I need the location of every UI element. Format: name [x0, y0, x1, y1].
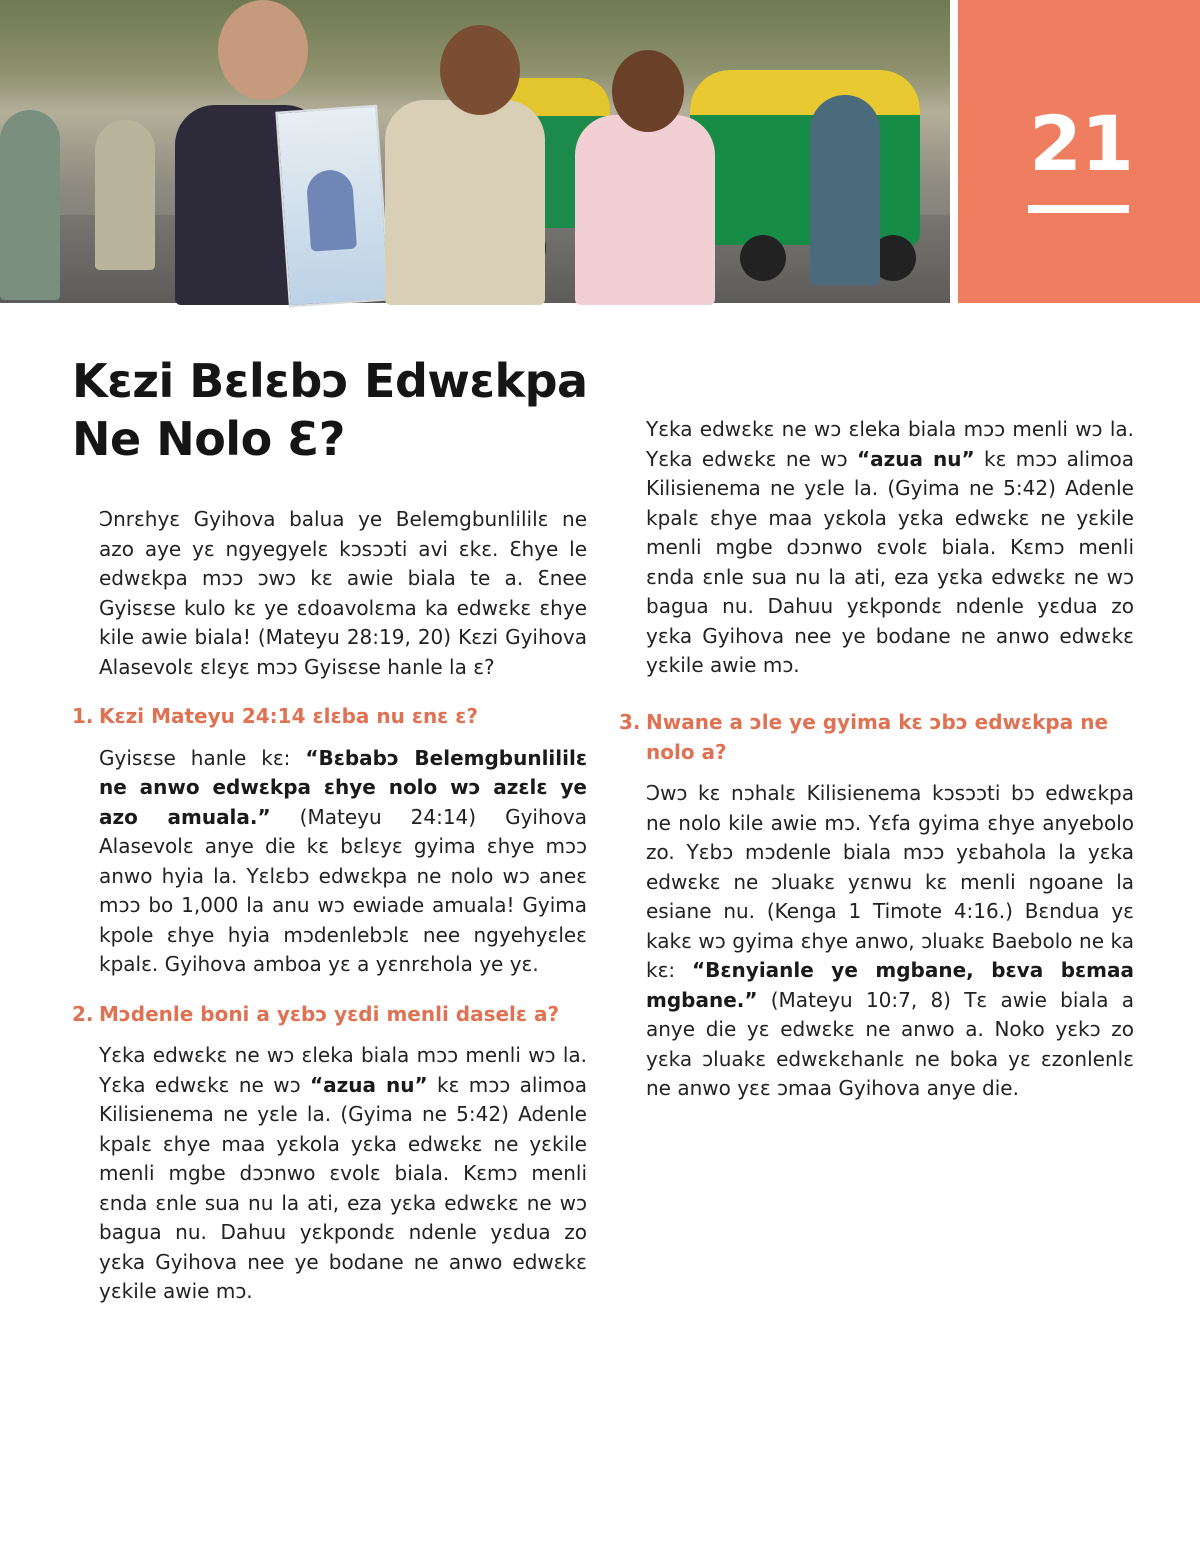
- question-number: 2.: [72, 1001, 94, 1026]
- answer-paragraph-2-continued: [646, 417, 1134, 682]
- answer-text: Yɛka edwɛkɛ ne wɔ ɛleka biala mɔɔ menli wɔ la. Yɛka edwɛkɛ ne wɔ: [99, 1043, 587, 1097]
- right-column: [619, 417, 1134, 1104]
- chapter-number: 21: [1029, 99, 1133, 188]
- photo-rickshaw: [690, 70, 920, 245]
- photo-person: [385, 100, 545, 305]
- left-column: [72, 505, 587, 1303]
- title-line-1: Kɛzi Bɛlɛbɔ Edwɛkpa: [72, 354, 588, 408]
- chapter-box: [958, 0, 1200, 303]
- photo-head: [440, 25, 520, 115]
- photo-person: [575, 115, 715, 305]
- question-number: 3.: [619, 710, 641, 734]
- answer-text: (Mateyu 24:14) Gyihova Alasevolɛ anye die kɛ bɛlɛyɛ gyima ɛhye mɔɔ anwo hyia la. Yɛlɛbɔ edwɛkpa ne nolo wɔ aneɛ mɔɔ bo 1,000 la anu wɔ ewiade amuala! Gyima kpole ɛhye hyia mɔdenlebɔlɛ nee ngyehyɛleɛ kpalɛ. Gyihova amboa yɛ a yɛnrɛhola ye yɛ.: [99, 804, 587, 976]
- question-1: [72, 702, 587, 732]
- photo-person: [810, 95, 880, 285]
- page-title: [72, 352, 672, 468]
- question-2: [72, 1000, 587, 1030]
- photo-head: [612, 50, 684, 132]
- answer-text: Gyisɛse hanle kɛ:: [99, 745, 306, 770]
- intro-paragraph: Ɔnrɛhyɛ Gyihova balua ye Belemgbunlililɛ ne azo aye yɛ ngyegyelɛ kɔsɔɔti avi ɛkɛ. Ɛhye le edwɛkpa mɔɔ ɔwɔ kɛ awie biala te a. Ɛnee Gyisɛse kulo kɛ ye ɛdoavolɛma ka edwɛkɛ ɛhye kile awie biala! (Mateyu 28:19, 20) Kɛzi Gyihova Alasevolɛ ɛlɛyɛ mɔɔ Gyisɛse hanle la ɛ?: [99, 507, 587, 679]
- answer-text: kɛ mɔɔ alimoa Kilisienema ne yɛle la. (Gyima ne 5:42) Adenle kpalɛ ɛhye maa yɛkola yɛka edwɛkɛ ne yɛkile menli mgbe dɔɔnwo ɛvolɛ biala. Kɛmɔ menli ɛnda ɛnle sua nu la ati, eza yɛka edwɛkɛ ne wɔ bagua nu. Dahuu yɛkpondɛ ndenle yɛdua zo yɛka Gyihova nee ye bodane ne anwo edwɛkɛ yɛkile awie mɔ.: [99, 1072, 587, 1303]
- answer-text: Ɔwɔ kɛ nɔhalɛ Kilisienema kɔsɔɔti bɔ edwɛkpa ne nolo kile awie mɔ. Yɛfa gyima ɛhye anyebolo zo. Yɛbɔ mɔdenle biala mɔɔ yɛbahola la yɛka edwɛkɛ ne ɔluakɛ yɛnwu kɛ menli ngoane la esiane nu. (Kenga 1 Timote 4:16.) Bɛndua yɛ kakɛ wɔ gyima ɛhye anwo, ɔluakɛ Baebolo ne ka kɛ:: [646, 781, 1134, 982]
- question-text: Kɛzi Mateyu 24:14 ɛlɛba nu ɛnɛ ɛ?: [99, 704, 479, 728]
- photo-person: [0, 110, 60, 300]
- answer-text-continued: Yɛka edwɛkɛ ne wɔ ɛleka biala mɔɔ menli wɔ la. Yɛka edwɛkɛ ne wɔ “azua nu” kɛ mɔɔ alimoa Kilisienema ne yɛle la. (Gyima ne 5:42) Adenle kpalɛ ɛhye maa yɛkola yɛka edwɛkɛ ne yɛkile menli mgbe dɔɔnwo ɛvolɛ biala. Kɛmɔ menli ɛnda ɛnle sua nu la ati, eza yɛka edwɛkɛ ne wɔ bagua nu. Dahuu yɛkpondɛ ndenle yɛdua zo yɛka Gyihova nee ye bodane ne anwo edwɛkɛ yɛkile awie mɔ.: [646, 417, 1134, 677]
- question-text: Mɔdenle boni a yɛbɔ yɛdi menli daselɛ a?: [99, 1001, 560, 1026]
- question-text: Nwane a ɔle ye gyima kɛ ɔbɔ edwɛkpa ne nolo a?: [646, 710, 1109, 764]
- header-photo: [0, 0, 950, 303]
- photo-wheel: [740, 235, 786, 281]
- scripture-quote: “Bɛbabɔ Belemgbunlililɛ ne anwo edwɛkpa ɛhye nolo wɔ azɛlɛ ye azo amuala.”: [99, 745, 587, 829]
- answer-paragraph-1: [99, 744, 587, 980]
- photo-person: [95, 120, 155, 270]
- question-number: 1.: [72, 704, 94, 728]
- chapter-rule: [1028, 205, 1129, 213]
- photo-poster: [275, 105, 390, 308]
- title-line-2: Ne Nolo Ɛ?: [72, 412, 345, 466]
- question-3: [619, 708, 1134, 767]
- photo-head: [218, 0, 308, 100]
- answer-paragraph-3: [646, 779, 1134, 1104]
- scripture-quote: “Bɛnyianle ye mgbane, bɛva bɛmaa mgbane.”: [646, 958, 1134, 1012]
- scripture-quote: “azua nu”: [309, 1072, 428, 1097]
- answer-text: (Mateyu 10:7, 8) Tɛ awie biala a anye die yɛ edwɛkɛ ne anwo a. Noko yɛkɔ zo yɛka ɔluakɛ edwɛkɛhanlɛ ne boka yɛ ɛzonlenlɛ ne anwo yɛɛ ɔmaa Gyihova anye die.: [646, 987, 1134, 1100]
- answer-paragraph-2: [99, 1041, 587, 1303]
